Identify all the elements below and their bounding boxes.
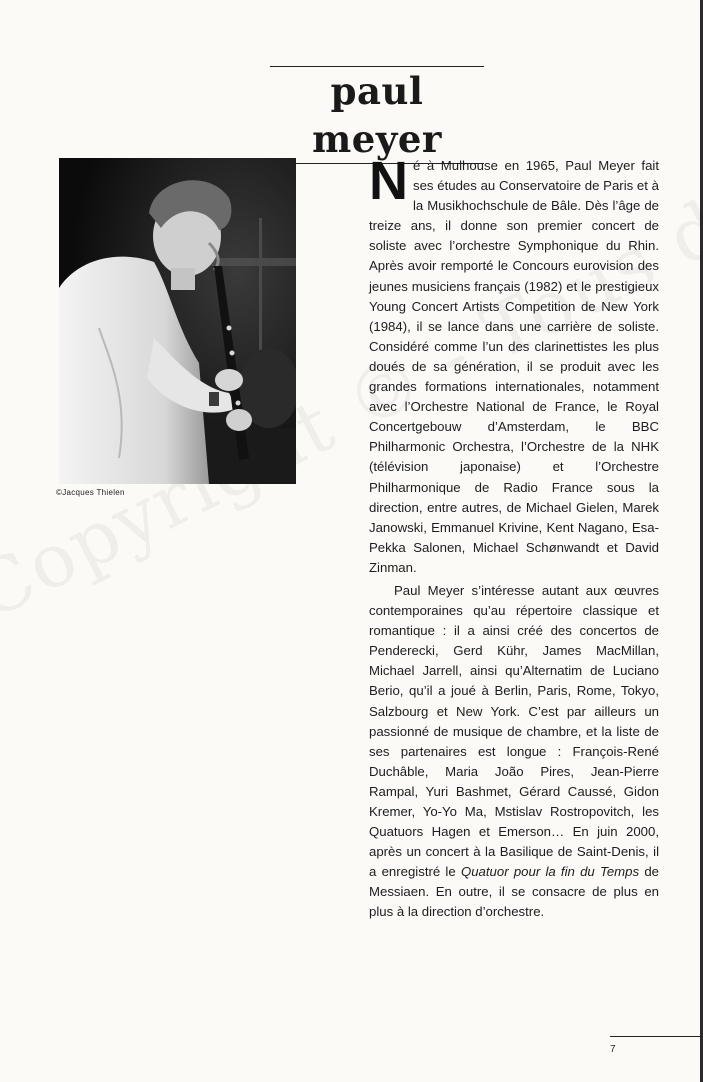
drop-cap: N (369, 151, 408, 211)
photo-credit: ©Jacques Thielen (56, 488, 125, 497)
page-number: 7 (610, 1044, 616, 1055)
bio-paragraph-1-text: é à Mulhouse en 1965, Paul Meyer fait ses études au Conservatoire de Paris et à la Musikhochschule de Bâle. Dès l’âge de treize ans, il donne son premier concert de soliste avec l’orchestre Symphonique du Rhin. Après avoir remporté le Concours eurovision des jeunes musiciens français (1982) et le prestigieux Young Concert Artists Competition de New York (1984), il se lance dans une carrière de soliste. Considéré comme l’un des clarinettistes les plus doués de sa génération, il se produit avec les grandes formations internationales, notamment avec l’Orchestre National de France, le Royal Concertgebouw d’Amsterdam, le BBC Philharmonic Orchestra, l’Orchestre de la NHK (télévision japonaise) et l’Orchestre Philharmonique de Radio France sous la direction, entre autres, de Michael Gielen, Marek Janowski, Emmanuel Krivine, Kent Nagano, Esa-Pekka Salonen, Michael Schønwandt et David Zinman. (369, 158, 659, 575)
portrait-photo-drawing (59, 158, 296, 484)
portrait-photo (59, 158, 296, 484)
bio-paragraph-2-text-start: Paul Meyer s’intéresse autant aux œuvres contemporaines qu’au répertoire classique et romantique : il a ainsi créé des concertos de Penderecki, Gerd Kühr, James MacMillan, Michael Jarrell, ainsi qu’Alternatim de Luciano Berio, qu’il a joué à Berlin, Paris, Rome, Tokyo, Salzbourg et New York. C’est par ailleurs un passionné de musique de chambre, et la liste de ses partenaires est longue : François-René Duchâble, Maria João Pires, Jean-Pierre Rampal, Yuri Bashmet, Gérard Caussé, Gidon Kremer, Yo-Yo Ma, Mstislav Rostropovitch, les Quatuors Hagen et Emerson… En juin 2000, après un concert à la Basilique de Saint-Denis, il a enregistré le (369, 582, 659, 880)
footer-rule (610, 1036, 703, 1037)
page-title: paul meyer (312, 69, 442, 161)
bio-paragraph-2-text-end: de Messiaen. En outre, il se consacre de plus en plus à la direction d’orchestre. (369, 864, 659, 920)
bio-paragraph-1 (369, 151, 659, 578)
title-block (270, 66, 484, 164)
work-title: Quatuor pour la fin du Temps (460, 864, 640, 880)
biography-text (369, 151, 659, 923)
bio-paragraph-2 (369, 581, 659, 923)
